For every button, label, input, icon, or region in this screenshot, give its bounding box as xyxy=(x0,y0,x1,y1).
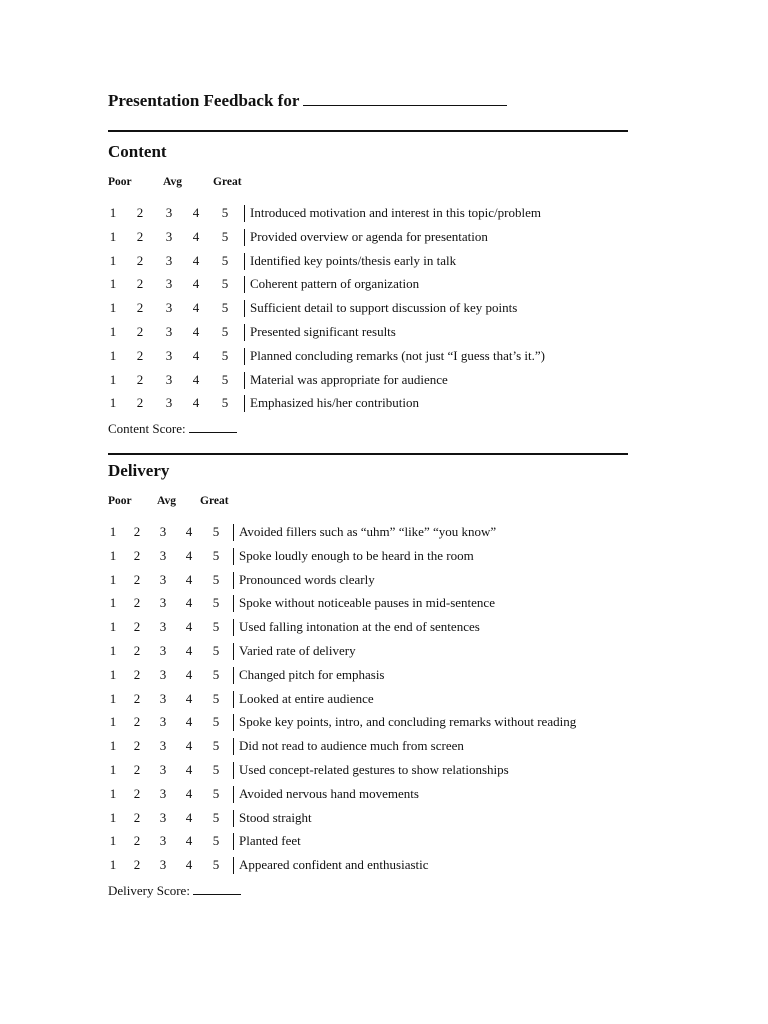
rating-option-1[interactable]: 1 xyxy=(109,252,117,268)
delivery-item-text: Avoided fillers such as “uhm” “like” “you know” xyxy=(239,524,497,539)
content-item-text: Material was appropriate for audience xyxy=(250,371,448,387)
rating-option-4[interactable]: 4 xyxy=(185,857,193,873)
rating-option-5[interactable]: 5 xyxy=(212,809,220,825)
rating-separator xyxy=(233,619,234,636)
rating-option-1[interactable]: 1 xyxy=(109,738,117,754)
content-item-row xyxy=(0,392,768,414)
rating-option-5[interactable]: 5 xyxy=(212,738,220,754)
rating-option-3[interactable]: 3 xyxy=(159,547,167,563)
content-item-text: Sufficient detail to support discussion of key points xyxy=(250,300,518,316)
rating-option-3[interactable]: 3 xyxy=(165,276,173,292)
content-score-label: Content Score: xyxy=(108,421,186,436)
delivery-item-text: Used falling intonation at the end of sentences xyxy=(239,619,480,635)
delivery-item-row xyxy=(0,783,768,805)
rating-option-5[interactable]: 5 xyxy=(212,547,220,563)
rating-option-3[interactable]: 3 xyxy=(159,714,167,730)
rating-option-3[interactable]: 3 xyxy=(159,690,167,706)
content-item-row xyxy=(0,297,768,319)
rating-option-4[interactable]: 4 xyxy=(192,395,200,411)
rating-option-1[interactable]: 1 xyxy=(109,785,117,801)
rating-option-4[interactable]: 4 xyxy=(185,714,193,730)
rating-separator xyxy=(233,548,234,565)
section-divider-content xyxy=(108,130,628,132)
content-heading: Content xyxy=(108,142,167,161)
rating-option-5[interactable]: 5 xyxy=(221,228,229,244)
rating-option-4[interactable]: 4 xyxy=(192,228,200,244)
rating-option-1[interactable]: 1 xyxy=(109,571,117,587)
rating-option-2[interactable]: 2 xyxy=(133,785,141,801)
rating-separator xyxy=(233,643,234,660)
rating-option-2[interactable]: 2 xyxy=(136,395,144,411)
rating-separator xyxy=(244,372,245,389)
rating-separator xyxy=(233,786,234,803)
delivery-item-row xyxy=(0,711,768,733)
rating-option-5[interactable]: 5 xyxy=(221,371,229,387)
form-title xyxy=(108,91,507,111)
rating-option-4[interactable]: 4 xyxy=(192,205,200,220)
rating-option-4[interactable]: 4 xyxy=(185,643,193,658)
rating-option-3[interactable]: 3 xyxy=(165,347,173,363)
delivery-heading: Delivery xyxy=(108,461,170,480)
rating-separator xyxy=(244,395,245,412)
rating-option-2[interactable]: 2 xyxy=(133,547,141,563)
rating-option-4[interactable]: 4 xyxy=(185,738,193,754)
delivery-item-row xyxy=(0,688,768,710)
rating-option-3[interactable]: 3 xyxy=(165,324,173,339)
rating-option-1[interactable]: 1 xyxy=(109,666,117,682)
rating-option-5[interactable]: 5 xyxy=(212,785,220,801)
rating-option-3[interactable]: 3 xyxy=(165,252,173,268)
rating-option-3[interactable]: 3 xyxy=(165,395,173,411)
rating-option-3[interactable]: 3 xyxy=(165,205,173,220)
content-item-text: Introduced motivation and interest in this topic/problem xyxy=(250,205,541,220)
rating-separator xyxy=(233,595,234,612)
delivery-item-row xyxy=(0,545,768,567)
rating-option-2[interactable]: 2 xyxy=(133,738,141,754)
rating-option-1[interactable]: 1 xyxy=(109,371,117,387)
content-item-row xyxy=(0,250,768,272)
rating-option-2[interactable]: 2 xyxy=(133,690,141,706)
rating-option-1[interactable]: 1 xyxy=(109,833,117,849)
rating-option-4[interactable]: 4 xyxy=(185,571,193,587)
rating-option-3[interactable]: 3 xyxy=(159,785,167,801)
content-scale-poor: Poor xyxy=(108,176,132,188)
rating-separator xyxy=(244,205,245,222)
rating-option-4[interactable]: 4 xyxy=(185,690,193,706)
rating-option-5[interactable]: 5 xyxy=(212,690,220,706)
rating-option-2[interactable]: 2 xyxy=(133,643,141,658)
content-score xyxy=(108,421,237,437)
content-item-row xyxy=(0,345,768,367)
content-item-row xyxy=(0,226,768,248)
rating-option-3[interactable]: 3 xyxy=(165,300,173,316)
rating-separator xyxy=(233,714,234,731)
rating-option-2[interactable]: 2 xyxy=(136,371,144,387)
delivery-item-text: Spoke loudly enough to be heard in the room xyxy=(239,547,474,563)
rating-option-2[interactable]: 2 xyxy=(133,571,141,587)
rating-option-5[interactable]: 5 xyxy=(212,833,220,849)
content-item-row xyxy=(0,369,768,391)
rating-separator xyxy=(244,300,245,317)
content-item-text: Provided overview or agenda for presentation xyxy=(250,228,488,244)
rating-option-5[interactable]: 5 xyxy=(221,252,229,268)
rating-separator xyxy=(244,348,245,365)
content-item-text: Emphasized his/her contribution xyxy=(250,395,419,411)
rating-option-4[interactable]: 4 xyxy=(192,347,200,363)
rating-option-4[interactable]: 4 xyxy=(192,252,200,268)
content-scale-avg: Avg xyxy=(163,176,182,188)
delivery-item-row xyxy=(0,664,768,686)
rating-option-1[interactable]: 1 xyxy=(109,524,117,539)
rating-option-4[interactable]: 4 xyxy=(185,762,193,777)
rating-separator xyxy=(233,667,234,684)
rating-option-2[interactable]: 2 xyxy=(133,714,141,730)
rating-option-2[interactable]: 2 xyxy=(133,809,141,825)
rating-separator xyxy=(233,857,234,874)
rating-option-4[interactable]: 4 xyxy=(185,595,193,611)
delivery-item-row xyxy=(0,759,768,781)
rating-option-2[interactable]: 2 xyxy=(133,619,141,635)
rating-option-2[interactable]: 2 xyxy=(136,252,144,268)
rating-option-2[interactable]: 2 xyxy=(136,205,144,220)
delivery-score-blank[interactable] xyxy=(193,884,241,895)
content-item-text: Coherent pattern of organization xyxy=(250,276,420,292)
rating-option-4[interactable]: 4 xyxy=(192,300,200,316)
rating-option-1[interactable]: 1 xyxy=(109,619,117,635)
content-item-row xyxy=(0,202,768,224)
rating-option-5[interactable]: 5 xyxy=(221,347,229,363)
rating-option-5[interactable]: 5 xyxy=(212,524,220,539)
content-item-row xyxy=(0,321,768,343)
rating-option-2[interactable]: 2 xyxy=(133,524,141,539)
delivery-scale-poor: Poor xyxy=(108,495,132,507)
rating-option-3[interactable]: 3 xyxy=(159,666,167,682)
delivery-item-text: Looked at entire audience xyxy=(239,690,374,706)
delivery-item-text: Changed pitch for emphasis xyxy=(239,666,385,682)
rating-option-1[interactable]: 1 xyxy=(109,347,117,363)
rating-option-4[interactable]: 4 xyxy=(192,324,200,339)
delivery-item-row xyxy=(0,854,768,876)
rating-option-2[interactable]: 2 xyxy=(136,324,144,339)
rating-option-5[interactable]: 5 xyxy=(221,300,229,316)
rating-option-5[interactable]: 5 xyxy=(212,762,220,777)
delivery-item-row xyxy=(0,521,768,543)
delivery-item-row xyxy=(0,640,768,662)
rating-option-3[interactable]: 3 xyxy=(159,833,167,849)
content-item-text: Presented significant results xyxy=(250,324,396,339)
rating-separator xyxy=(233,524,234,541)
content-scale-great: Great xyxy=(213,176,242,188)
content-item-text: Identified key points/thesis early in talk xyxy=(250,252,457,268)
delivery-item-row xyxy=(0,592,768,614)
rating-separator xyxy=(244,253,245,270)
rating-option-3[interactable]: 3 xyxy=(159,595,167,611)
rating-option-1[interactable]: 1 xyxy=(109,324,117,339)
rating-option-4[interactable]: 4 xyxy=(185,833,193,849)
rating-option-1[interactable]: 1 xyxy=(109,205,117,220)
rating-option-3[interactable]: 3 xyxy=(165,228,173,244)
rating-separator xyxy=(233,762,234,779)
delivery-score-label: Delivery Score: xyxy=(108,883,190,898)
delivery-item-text: Used concept-related gestures to show relationships xyxy=(239,762,509,777)
delivery-item-text: Spoke without noticeable pauses in mid-sentence xyxy=(239,595,495,611)
delivery-item-text: Spoke key points, intro, and concluding remarks without reading xyxy=(239,714,577,730)
rating-option-3[interactable]: 3 xyxy=(159,738,167,754)
rating-option-3[interactable]: 3 xyxy=(159,809,167,825)
rating-option-2[interactable]: 2 xyxy=(136,228,144,244)
rating-option-3[interactable]: 3 xyxy=(165,371,173,387)
delivery-item-row xyxy=(0,569,768,591)
delivery-item-row xyxy=(0,616,768,638)
rating-option-5[interactable]: 5 xyxy=(221,276,229,292)
rating-option-5[interactable]: 5 xyxy=(212,714,220,730)
rating-option-4[interactable]: 4 xyxy=(185,809,193,825)
delivery-scale-great: Great xyxy=(200,495,229,507)
rating-option-5[interactable]: 5 xyxy=(212,595,220,611)
rating-option-2[interactable]: 2 xyxy=(133,666,141,682)
delivery-item-text: Varied rate of delivery xyxy=(239,643,356,658)
rating-option-1[interactable]: 1 xyxy=(109,643,117,658)
rating-option-4[interactable]: 4 xyxy=(185,547,193,563)
rating-option-5[interactable]: 5 xyxy=(221,395,229,411)
rating-option-4[interactable]: 4 xyxy=(185,619,193,635)
rating-separator xyxy=(244,229,245,246)
rating-option-2[interactable]: 2 xyxy=(136,276,144,292)
rating-separator xyxy=(244,276,245,293)
rating-option-4[interactable]: 4 xyxy=(185,666,193,682)
delivery-item-text: Avoided nervous hand movements xyxy=(239,785,419,801)
rating-option-3[interactable]: 3 xyxy=(159,524,167,539)
rating-option-1[interactable]: 1 xyxy=(109,547,117,563)
rating-separator xyxy=(233,572,234,589)
rating-option-2[interactable]: 2 xyxy=(133,762,141,777)
delivery-item-row xyxy=(0,735,768,757)
rating-option-1[interactable]: 1 xyxy=(109,714,117,730)
rating-option-4[interactable]: 4 xyxy=(192,276,200,292)
rating-option-1[interactable]: 1 xyxy=(109,857,117,873)
rating-option-4[interactable]: 4 xyxy=(192,371,200,387)
rating-option-5[interactable]: 5 xyxy=(221,324,229,339)
rating-option-3[interactable]: 3 xyxy=(159,643,167,658)
delivery-item-row xyxy=(0,807,768,829)
delivery-score xyxy=(108,883,241,899)
rating-option-1[interactable]: 1 xyxy=(109,690,117,706)
rating-option-5[interactable]: 5 xyxy=(221,205,229,220)
rating-separator xyxy=(244,324,245,341)
rating-option-5[interactable]: 5 xyxy=(212,571,220,587)
rating-option-2[interactable]: 2 xyxy=(136,300,144,316)
rating-option-3[interactable]: 3 xyxy=(159,571,167,587)
rating-option-3[interactable]: 3 xyxy=(159,619,167,635)
rating-option-3[interactable]: 3 xyxy=(159,762,167,777)
delivery-item-text: Did not read to audience much from screen xyxy=(239,738,464,754)
rating-option-2[interactable]: 2 xyxy=(133,595,141,611)
presenter-name-blank[interactable] xyxy=(303,91,507,106)
rating-option-5[interactable]: 5 xyxy=(212,857,220,873)
delivery-item-row xyxy=(0,830,768,852)
rating-option-1[interactable]: 1 xyxy=(109,809,117,825)
rating-separator xyxy=(233,833,234,850)
content-item-text: Planned concluding remarks (not just “I guess that’s it.”) xyxy=(250,347,545,363)
rating-separator xyxy=(233,810,234,827)
rating-option-4[interactable]: 4 xyxy=(185,785,193,801)
delivery-item-text: Appeared confident and enthusiastic xyxy=(239,857,429,873)
delivery-item-text: Planted feet xyxy=(239,833,301,849)
form-title-text: Presentation Feedback for xyxy=(108,91,300,110)
rating-option-1[interactable]: 1 xyxy=(109,276,117,292)
rating-option-2[interactable]: 2 xyxy=(133,857,141,873)
rating-option-5[interactable]: 5 xyxy=(212,643,220,658)
rating-option-1[interactable]: 1 xyxy=(109,228,117,244)
rating-option-4[interactable]: 4 xyxy=(185,524,193,539)
rating-option-1[interactable]: 1 xyxy=(109,762,117,777)
delivery-item-text: Pronounced words clearly xyxy=(239,571,375,587)
rating-option-3[interactable]: 3 xyxy=(159,857,167,873)
rating-separator xyxy=(233,691,234,708)
rating-option-2[interactable]: 2 xyxy=(136,347,144,363)
delivery-scale-avg: Avg xyxy=(157,495,176,507)
content-item-row xyxy=(0,273,768,295)
content-score-blank[interactable] xyxy=(189,422,237,433)
rating-option-5[interactable]: 5 xyxy=(212,666,220,682)
rating-option-5[interactable]: 5 xyxy=(212,619,220,635)
section-divider-delivery xyxy=(108,453,628,455)
rating-separator xyxy=(233,738,234,755)
rating-option-1[interactable]: 1 xyxy=(109,395,117,411)
delivery-item-text: Stood straight xyxy=(239,809,312,825)
rating-option-1[interactable]: 1 xyxy=(109,300,117,316)
rating-option-1[interactable]: 1 xyxy=(109,595,117,611)
rating-option-2[interactable]: 2 xyxy=(133,833,141,849)
